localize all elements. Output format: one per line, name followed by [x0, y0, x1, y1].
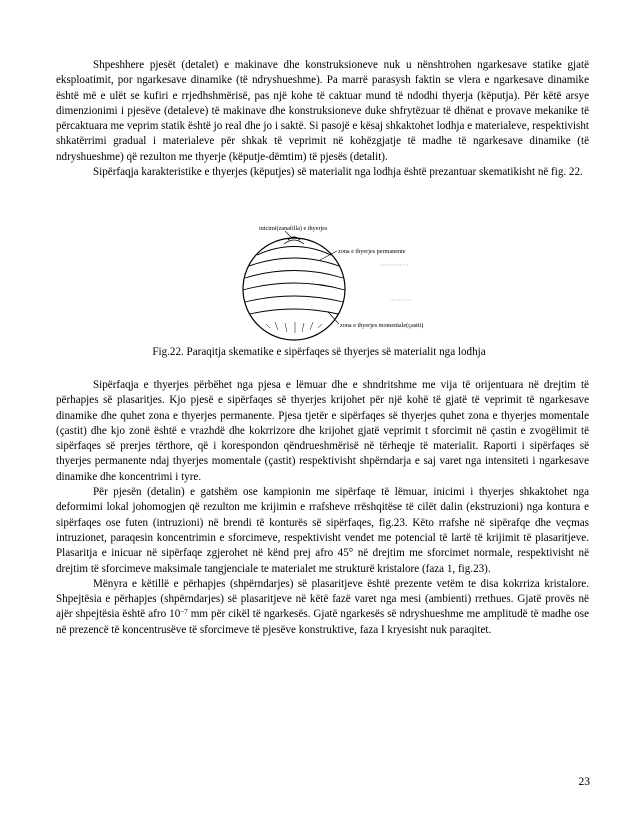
paragraph-4: Për pjesën (detalin) e gatshëm ose kampionin me sipërfaqe të lëmuar, inicimi i thyerjes shkaktohet nga deformimi lokal johomogjen që rezulton me krijimin e rrafsheve rrëshqitëse të cilët dalin (ekstruzioni) nga kontura e sipërfaqes ose futen (intruzioni) në brendi të konturës së sipërfaqes, fig.23. Këto rrafshe në sipërafqe dhe veçmas intruzionet, paraqesin koncentrimin e sforcimeve, respektivisht vendet me potencial të lartë të krijimit të plasaritjeve. Plasaritja e inicuar në sipërfaqe zgjerohet në kënd prej afro 45° në drejtim me sforcimet normale, respektivisht në drejtim të sforcimeve maksimale tangjenciale te materialet me strukturë kristalore (faza 1, fig.23). — [56, 486, 589, 575]
paragraph-5-end: mm për cikël të ngarkesës. Gjatë ngarkesës së ndryshueshme me amplitudë të madhe ose në prezencë të koncentrusëve të sforcimeve të pjesëve konstruktive, faza I kryesisht nuk paraqitet. — [56, 608, 589, 636]
text-block-top — [56, 58, 589, 180]
fracture-diagram — [240, 220, 460, 342]
page-number: 23 — [578, 776, 590, 788]
paragraph-1: Shpeshhere pjesët (detalet) e makinave dhe konstruksioneve nuk u nënshtrohen ngarkesave statike gjatë eksploatimit, por ngarkesave dinamike (të ndryshueshme). Pa marrë parasysh faktin se vlera e ngarkesave dinamike është më e ulët se kufiri e rrjedhshmërisë, pas një kohe të caktuar mund të ndodhi thyerja (këputja). Për këtë arsye dimenzionimi i pjesëve (detaleve) të makinave dhe konstruksioneve duke shfrytëzuar të dhënat e provave mekanike të përcaktuara me veprim statik është jo real dhe jo i saktë. Si pasojë e kësaj shkaktohet lodhja e materialeve, respektivisht shkatërrimi gradual i materialeve për shkak të veprimit në kohëzgjatje të madhe të ngarkesave dinamike (të ndryshueshme) që rezulton me thyerje (këputje-dëmtim) të pjesës (detalit). — [56, 59, 589, 163]
specimen-cross-section — [243, 238, 345, 340]
paragraph-5-start: Mënyra e këtillë e përhapjes (shpërndarjes) së plasaritjeve është prezente vetëm te disa kokrriza kristalore. Shpejtësia e përhapjes (shpërndarjes) së plasaritjeve në këtë fazë varet nga mesi (ambienti) rrethues. Gjatë provës në ajër shpejtësia është afro 10 — [56, 577, 589, 621]
fracture-surface-figure — [240, 220, 460, 342]
text-block-bottom — [56, 378, 589, 638]
label-permanent-zone: zona e thyerjes permanente — [338, 248, 406, 255]
paragraph-3: Sipërfaqja e thyerjes përbëhet nga pjesa e lëmuar dhe e shndritshme me vija të orijentuara në drejtim të përhapjes së plasaritjes. Kjo pjesë e sipërfaqes së thyerjes krijohet për një kohë të gjatë të veprimit të ngarkesave dinamike dhe quhet zona e thyerjes permanente. Pjesa tjetër e sipërfaqes së thyerjes quhet zona e thyerjes momentale (çastit) dhe kjo zonë është e vrazhdë dhe kokrrizore dhe krijohet gjatë veprimit t sforcimit në çastin e zvogëlimit të sipërfaqes së prerjes tërthore, që i korespondon qëndrueshmërisë në tërheqje të materialit. Raporti i sipërfaqes së thyerjes permanente ndaj thyerjes momentale (çastit) respektivisht shpërndarja e saj varet nga intensiteti i ngarkesave dinamike dhe koncentrimi i tyre. — [56, 379, 589, 483]
exponent: −7 — [180, 608, 188, 617]
figure-caption: Fig.22. Paraqitja skematike e sipërfaqes së thyerjes së materialit nga lodhja — [152, 346, 486, 358]
paragraph-2: Sipërfaqja karakteristike e thyerjes (këputjes) së materialit nga lodhja është prezantuar skematikisht në fig. 22. — [93, 166, 583, 179]
label-momentary-zone: zona e thyerjes momentale(çastit) — [340, 322, 424, 329]
label-initiation: inicimi(zanafilla) e thyerjes — [259, 225, 328, 232]
paragraph-5 — [56, 577, 589, 638]
